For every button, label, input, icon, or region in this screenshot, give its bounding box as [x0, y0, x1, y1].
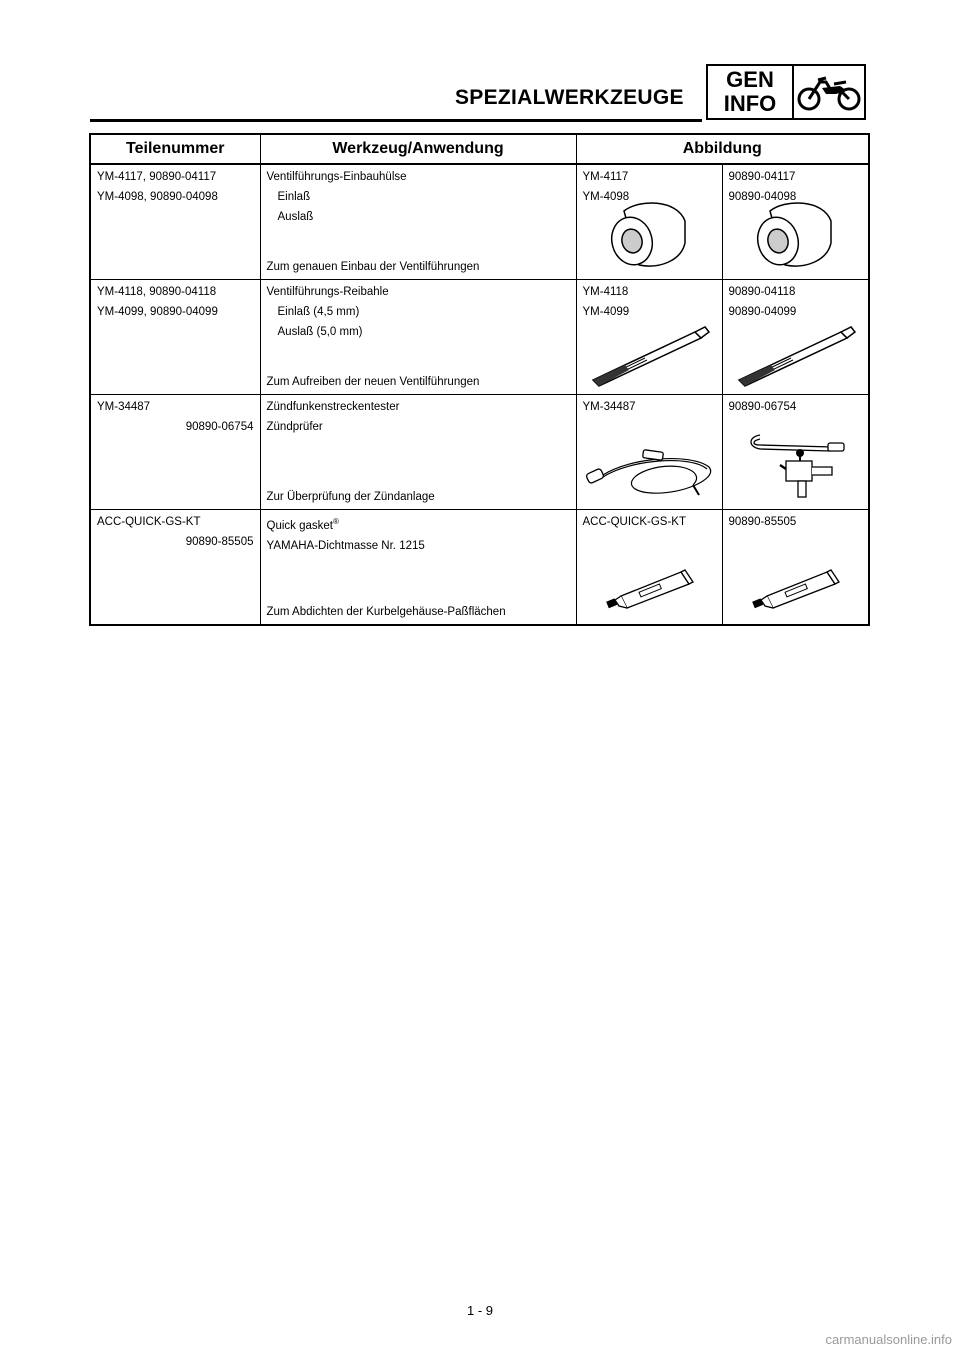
part-number-cell [90, 280, 260, 395]
gen-info-badge [706, 64, 866, 120]
illustration-cell-left [576, 395, 722, 510]
tool-usage-cell [260, 395, 576, 510]
header-rule [90, 119, 702, 122]
part-line: 90890-85505 [185, 536, 254, 548]
tool-name: Quick gasket [266, 519, 333, 532]
part-line: YM-4099, 90890-04099 [97, 306, 218, 318]
tool-sub: YAMAHA-Dichtmasse Nr. 1215 [266, 539, 425, 552]
illustration-cell-left [576, 280, 722, 395]
tool-name: Ventilführungs-Reibahle [266, 286, 389, 298]
img-label: 90890-85505 [728, 516, 797, 528]
sleeve-icon [723, 195, 869, 273]
reamer-icon [723, 318, 869, 388]
watermark: carmanualsonline.info [825, 1332, 952, 1347]
illustration-cell-left [576, 164, 722, 280]
tool-usage: Zum Abdichten der Kurbelgehäuse-Paßflächen [266, 606, 506, 618]
img-label: 90890-04117 [728, 171, 796, 183]
tool-sub: Einlaß (4,5 mm) [277, 306, 360, 318]
tool-name: Ventilführungs-Einbauhülse [266, 171, 407, 183]
tool-usage: Zum Aufreiben der neuen Ventilführungen [266, 376, 480, 388]
spark-tester-icon [577, 437, 722, 503]
tool-usage-cell [260, 164, 576, 280]
sealant-tube-icon [723, 558, 869, 618]
sleeve-icon [577, 195, 722, 273]
tool-sub: Zündprüfer [266, 421, 323, 433]
part-number-cell [90, 164, 260, 280]
img-label: 90890-04118 [728, 286, 796, 298]
tool-sub: Auslaß (5,0 mm) [277, 326, 363, 338]
badge-line-1: GEN [726, 67, 774, 92]
part-line: 90890-06754 [185, 421, 254, 433]
badge-text [708, 66, 794, 118]
part-number-cell [90, 510, 260, 626]
illustration-cell-right [722, 280, 869, 395]
tool-usage: Zum genauen Einbau der Ventilführungen [266, 261, 480, 273]
sealant-tube-icon [577, 558, 722, 618]
img-label: YM-4117 [582, 171, 629, 183]
img-label: 90890-04099 [728, 306, 797, 318]
img-label: YM-4098 [582, 191, 630, 203]
motorcycle-icon [794, 66, 864, 118]
img-label: 90890-06754 [728, 401, 797, 413]
ignition-checker-icon [723, 423, 869, 503]
tool-name-line [267, 512, 570, 536]
page-title: SPEZIALWERKZEUGE [455, 86, 684, 109]
tool-usage: Zur Überprüfung der Zündanlage [266, 491, 435, 503]
illustration-cell-right [722, 395, 869, 510]
table-header-row [90, 134, 869, 164]
col-header-part-number: Teilenummer [90, 134, 260, 164]
badge-line-2: INFO [723, 91, 777, 116]
table-row [90, 510, 869, 626]
part-line: YM-4098, 90890-04098 [97, 191, 218, 203]
part-line: ACC-QUICK-GS-KT [97, 516, 201, 528]
img-label: YM-4118 [582, 286, 629, 298]
table-row [90, 280, 869, 395]
reamer-icon [577, 318, 722, 388]
part-number-cell [90, 395, 260, 510]
tool-usage-cell [260, 280, 576, 395]
tool-name: Zündfunkenstreckentester [266, 401, 400, 413]
tool-usage-cell [260, 510, 576, 626]
img-label: YM-4099 [582, 306, 630, 318]
page-number: 1 - 9 [466, 1303, 493, 1318]
illustration-cell-right [722, 510, 869, 626]
illustration-cell-left [576, 510, 722, 626]
part-line: YM-4118, 90890-04118 [97, 286, 217, 298]
col-header-illustration: Abbildung [576, 134, 869, 164]
img-label: 90890-04098 [728, 191, 797, 203]
table-row [90, 395, 869, 510]
part-line: YM-34487 [97, 401, 151, 413]
tool-sub: Auslaß [277, 211, 314, 223]
special-tools-table [89, 133, 870, 626]
table-row [90, 164, 869, 280]
col-header-tool-usage: Werkzeug/Anwendung [260, 134, 576, 164]
tool-sub: Einlaß [277, 191, 311, 203]
img-label: ACC-QUICK-GS-KT [582, 516, 686, 528]
registered-mark: ® [332, 517, 339, 526]
part-line: YM-4117, 90890-04117 [97, 171, 217, 183]
illustration-cell-right [722, 164, 869, 280]
img-label: YM-34487 [582, 401, 636, 413]
